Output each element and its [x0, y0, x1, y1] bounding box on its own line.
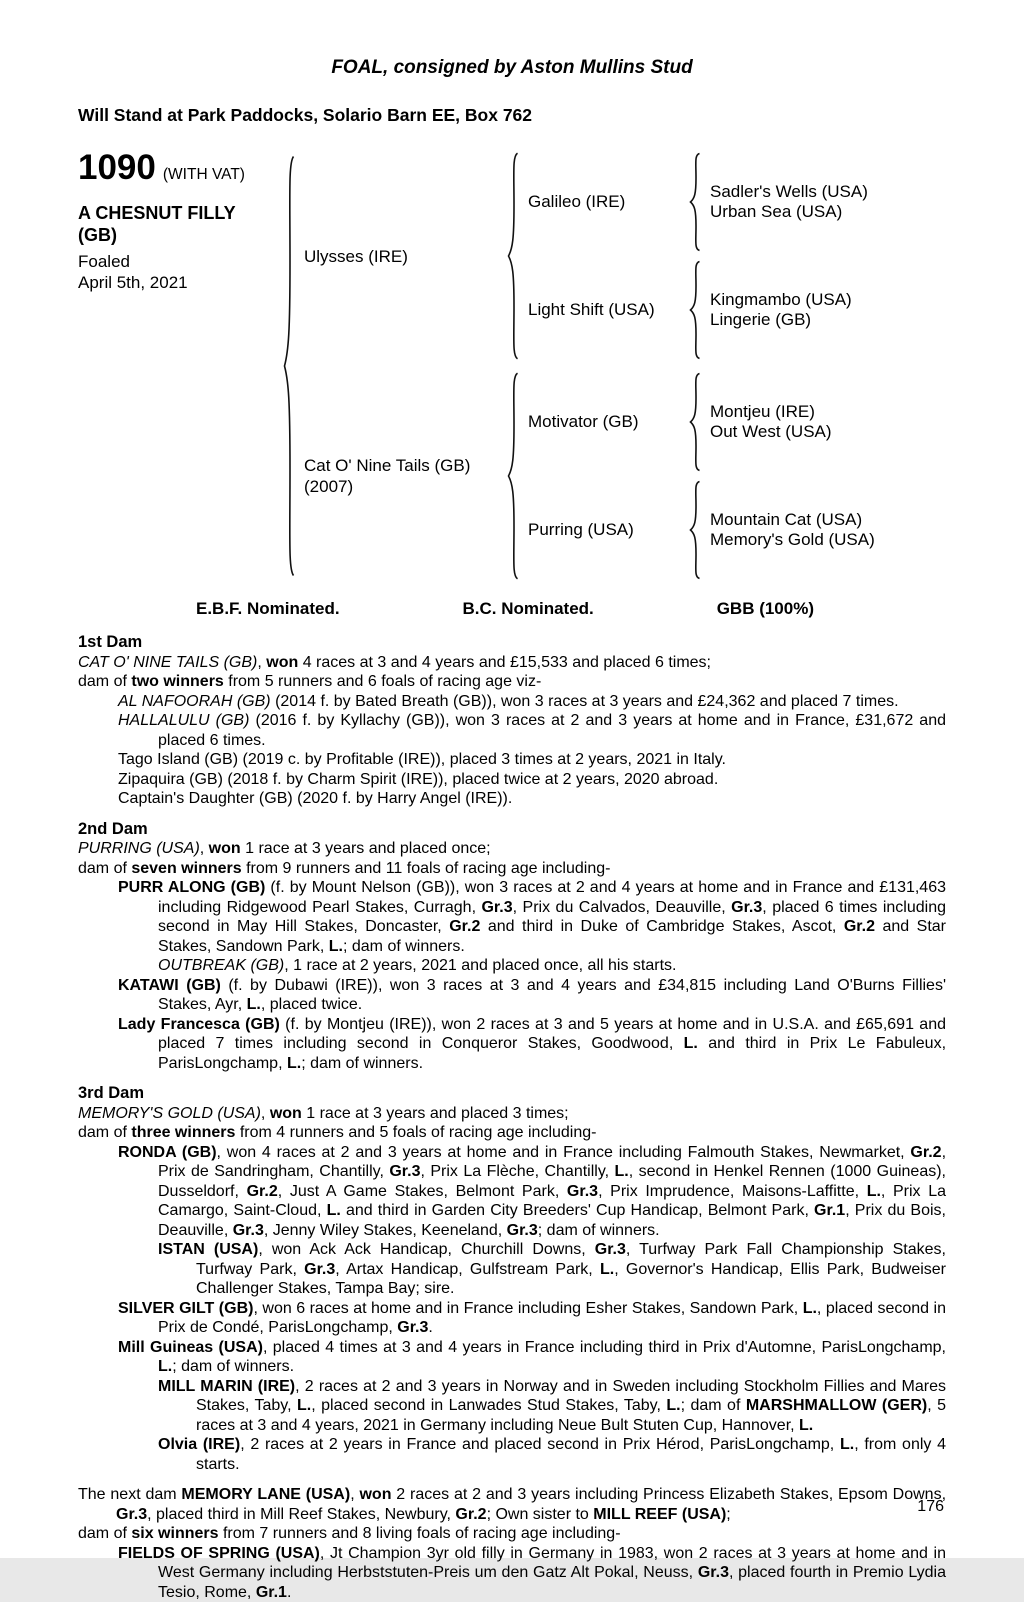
- pedigree-gen2-stack: [520, 150, 946, 362]
- produce-entry: Mill Guineas (USA), placed 4 times at 3 and 4 years in France including third in Prix d'Automne, ParisLongchamp, L.; dam of winners.: [78, 1338, 946, 1377]
- bc-nominated: B.C. Nominated.: [462, 598, 593, 619]
- pedigree-gen2-stack: [520, 370, 946, 582]
- ancestor-name: Galileo (IRE): [520, 152, 688, 252]
- ancestor-name: Mountain Cat (USA): [710, 510, 946, 530]
- pedigree-brace-icon: [688, 152, 702, 252]
- produce-entry: HALLALULU (GB) (2016 f. by Kyllachy (GB)), won 3 races at 2 and 3 years at home and in France, £31,672 and placed 6 times.: [78, 711, 946, 750]
- produce-entry: SILVER GILT (GB), won 6 races at home and in France including Esher Stakes, Sandown Park, L., placed second in Prix de Condé, ParisLongchamp, Gr.3.: [78, 1299, 946, 1338]
- dam-record-paragraph: CAT O' NINE TAILS (GB), won 4 races at 3 and 4 years and £15,533 and placed 6 times;: [78, 653, 946, 673]
- foaled-date: April 5th, 2021: [78, 272, 282, 293]
- foaled-info: [78, 251, 282, 293]
- pedigree-brace-icon: [506, 370, 520, 582]
- gbb-note: GBB (100%): [717, 598, 814, 619]
- section-2nd-dam: [78, 820, 946, 1074]
- dam-record-paragraph: dam of six winners from 7 runners and 8 living foals of racing age including-: [78, 1524, 946, 1544]
- produce-entry: AL NAFOORAH (GB) (2014 f. by Bated Breath (GB)), won 3 races at 3 years and £24,362 and placed 7 times.: [78, 692, 946, 712]
- pedigree-gen2-group: [520, 150, 946, 254]
- dam-record-paragraph: dam of two winners from 5 runners and 6 foals of racing age viz-: [78, 672, 946, 692]
- pedigree-gen2-group: [520, 478, 946, 582]
- produce-entry: Zipaquira (GB) (2018 f. by Charm Spirit (IRE)), placed twice at 2 years, 2020 abroad.: [78, 770, 946, 790]
- pedigree-brace-icon: [506, 150, 520, 362]
- section-1st-dam: [78, 633, 946, 809]
- produce-entry: RONDA (GB), won 4 races at 2 and 3 years at home and in France including Falmouth Stakes, Newmarket, Gr.2, Prix de Sandringham, Chantilly, Gr.3, Prix La Flèche, Chantilly, L., second in Henkel Rennen (1000 Guineas), Dusseldorf, Gr.2, Just A Game Stakes, Belmont Park, Gr.3, Prix Imprudence, Maisons-Laffitte, L., Prix La Camargo, Saint-Cloud, L. and third in Garden City Breeders' Cup Handicap, Belmont Park, Gr.1, Prix du Bois, Deauville, Gr.3, Jenny Wiley Stakes, Keeneland, Gr.3; dam of winners.: [78, 1143, 946, 1241]
- pedigree-gen3-pair: [702, 260, 946, 360]
- dam-name-box: [296, 370, 506, 582]
- horse-description-line2: (GB): [78, 224, 282, 246]
- page-number: 176: [917, 1498, 944, 1516]
- section-heading: 3rd Dam: [78, 1084, 946, 1104]
- pedigree-gen1-stack: [296, 150, 946, 582]
- ancestor-name: Sadler's Wells (USA): [710, 182, 946, 202]
- ancestor-name: Lingerie (GB): [710, 310, 946, 330]
- produce-entry: PURR ALONG (GB) (f. by Mount Nelson (GB)), won 3 races at 2 and 4 years at home and in France and £131,463 including Ridgewood Pearl Stakes, Curragh, Gr.3, Prix du Calvados, Deauville, Gr.3, placed 6 times including second in May Hill Stakes, Doncaster, Gr.2 and third in Duke of Cambridge Stakes, Ascot, Gr.2 and Star Stakes, Sandown Park, L.; dam of winners.: [78, 878, 946, 956]
- lot-number-row: [78, 150, 282, 186]
- section-heading: 2nd Dam: [78, 820, 946, 840]
- horse-description-line1: A CHESNUT FILLY: [78, 202, 282, 224]
- pedigree-brace-icon: [688, 260, 702, 360]
- produce-sub-entry: ISTAN (USA), won Ack Ack Handicap, Churchill Downs, Gr.3, Turfway Park Fall Championship Stakes, Turfway Park, Gr.3, Artax Handicap, Gulfstream Park, L., Governor's Handicap, Ellis Park, Budweiser Challenger Stakes, Tampa Bay; sire.: [78, 1240, 946, 1299]
- dam-sub: (2007): [304, 476, 506, 497]
- pedigree-dam-group: [296, 370, 946, 582]
- lot-info: [78, 150, 282, 582]
- pedigree-gen2-group: [520, 370, 946, 474]
- dam-record-paragraph: MEMORY'S GOLD (USA), won 1 race at 3 years and placed 3 times;: [78, 1104, 946, 1124]
- pedigree-gen2-group: [520, 258, 946, 362]
- produce-sub-entry: OUTBREAK (GB), 1 race at 2 years, 2021 and placed once, all his starts.: [78, 956, 946, 976]
- produce-entry: KATAWI (GB) (f. by Dubawi (IRE)), won 3 races at 3 and 4 years and £34,815 including Land O'Burns Fillies' Stakes, Ayr, L., placed twice.: [78, 976, 946, 1015]
- ebf-nominated: E.B.F. Nominated.: [196, 598, 340, 619]
- pedigree-sire-group: [296, 150, 946, 362]
- section-3rd-dam: [78, 1084, 946, 1474]
- ancestor-name: Montjeu (IRE): [710, 402, 946, 422]
- pedigree-gen3-pair: [702, 152, 946, 252]
- nominations-row: [78, 598, 946, 619]
- pedigree-brace-icon: [688, 480, 702, 580]
- dam-sections: [78, 633, 946, 1602]
- ancestor-name: Memory's Gold (USA): [710, 530, 946, 550]
- foaled-label: Foaled: [78, 251, 282, 272]
- pedigree-brace-icon: [688, 372, 702, 472]
- section-heading: 1st Dam: [78, 633, 946, 653]
- ancestor-name: Out West (USA): [710, 422, 946, 442]
- ancestor-name: Purring (USA): [520, 480, 688, 580]
- produce-entry: Lady Francesca (GB) (f. by Montjeu (IRE)), won 2 races at 3 and 5 years at home and in U.S.A. and £65,691 and placed 7 times including second in Conqueror Stakes, Goodwood, L. and third in Prix Le Fabuleux, ParisLongchamp, L.; dam of winners.: [78, 1015, 946, 1074]
- section-next-dam: [78, 1485, 946, 1602]
- stand-location: Will Stand at Park Paddocks, Solario Barn EE, Box 762: [78, 104, 946, 126]
- dam-record-paragraph: PURRING (USA), won 1 race at 3 years and placed once;: [78, 839, 946, 859]
- pedigree-block: [78, 150, 946, 582]
- dam-name: Cat O' Nine Tails (GB): [304, 455, 506, 476]
- ancestor-name: Kingmambo (USA): [710, 290, 946, 310]
- ancestor-name: Urban Sea (USA): [710, 202, 946, 222]
- ancestor-name: Motivator (GB): [520, 372, 688, 472]
- pedigree-gen3-pair: [702, 480, 946, 580]
- vat-note: (WITH VAT): [163, 166, 245, 184]
- dam-record-paragraph: dam of three winners from 4 runners and 5 foals of racing age including-: [78, 1123, 946, 1143]
- sire-name: Ulysses (IRE): [304, 246, 506, 267]
- ancestor-name: Light Shift (USA): [520, 260, 688, 360]
- produce-entry: Tago Island (GB) (2019 c. by Profitable (IRE)), placed 3 times at 2 years, 2021 in Italy.: [78, 750, 946, 770]
- horse-description: [78, 202, 282, 246]
- consignor-title: FOAL, consigned by Aston Mullins Stud: [78, 56, 946, 80]
- produce-entry: Captain's Daughter (GB) (2020 f. by Harry Angel (IRE)).: [78, 789, 946, 809]
- produce-entry: FIELDS OF SPRING (USA), Jt Champion 3yr old filly in Germany in 1983, won 2 races at 3 years at home and in West Germany including Herbststuten-Preis um den Gatz Alt Pokal, Neuss, Gr.3, placed fourth in Premio Lydia Tesio, Rome, Gr.1.: [78, 1544, 946, 1602]
- sire-name-box: [296, 150, 506, 362]
- produce-sub-entry: Olvia (IRE), 2 races at 2 years in France and placed second in Prix Hérod, ParisLongchamp, L., from only 4 starts.: [78, 1435, 946, 1474]
- pedigree-gen3-pair: [702, 372, 946, 472]
- dam-record-paragraph: The next dam MEMORY LANE (USA), won 2 races at 2 and 3 years including Princess Elizabeth Stakes, Epsom Downs, Gr.3, placed third in Mill Reef Stakes, Newbury, Gr.2; Own sister to MILL REEF (USA);: [78, 1485, 946, 1524]
- dam-record-paragraph: dam of seven winners from 9 runners and 11 foals of racing age including-: [78, 859, 946, 879]
- lot-number: 1090: [78, 150, 156, 186]
- pedigree-brace-icon: [282, 150, 296, 582]
- produce-sub-entry: MILL MARIN (IRE), 2 races at 2 and 3 years in Norway and in Sweden including Stockholm Fillies and Mares Stakes, Taby, L., placed second in Lanwades Stud Stakes, Taby, L.; dam of MARSHMALLOW (GER), 5 races at 3 and 4 years, 2021 in Germany including Neue Bult Stuten Cup, Hannover, L.: [78, 1377, 946, 1436]
